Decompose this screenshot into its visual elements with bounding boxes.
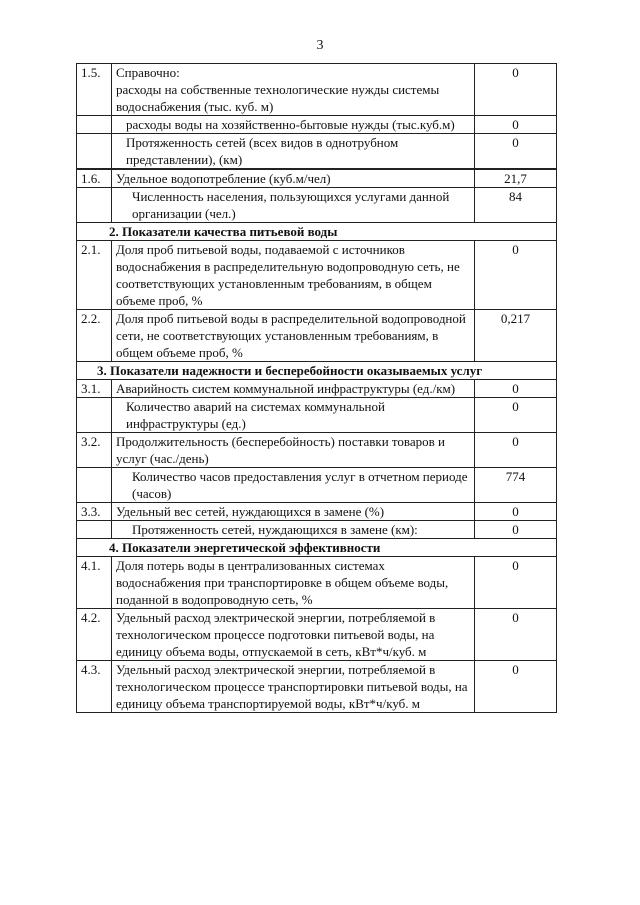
table-row — [77, 557, 557, 609]
section-heading: 3. Показатели надежности и бесперебойности оказываемых услуг — [77, 362, 557, 380]
row-description: Удельный расход электрической энергии, потребляемой в технологическом процессе подготовки питьевой воды, на единицу объема воды, отпускаемой в сеть, кВт*ч/куб. м — [112, 609, 475, 661]
table-row — [77, 380, 557, 398]
row-number: 1.5. — [77, 64, 112, 116]
row-description: Удельный расход электрической энергии, потребляемой в технологическом процессе транспортировки питьевой воды, на единицу объема транспортируемой воды, кВт*ч/куб. м — [112, 661, 475, 713]
row-value: 84 — [475, 188, 557, 223]
row-number: 3.2. — [77, 433, 112, 468]
row-value: 774 — [475, 468, 557, 503]
row-number: 3.1. — [77, 380, 112, 398]
row-number: 4.3. — [77, 661, 112, 713]
row-value: 21,7 — [475, 169, 557, 188]
row-description: Удельный вес сетей, нуждающихся в замене (%) — [112, 503, 475, 521]
table-row — [77, 468, 557, 503]
table-row — [77, 188, 557, 223]
row-description: Количество аварий на системах коммунальной инфраструктуры (ед.) — [112, 398, 475, 433]
row-description: Доля проб питьевой воды в распределительной водопроводной сети, не соответствующих установленным требованиям, в общем объеме проб, % — [112, 310, 475, 362]
row-value: 0 — [475, 661, 557, 713]
row-description: Доля проб питьевой воды, подаваемой с источников водоснабжения в распределительную водопроводную сеть, не соответствующих установленным требованиям, в общем объеме проб, % — [112, 241, 475, 310]
table-row — [77, 241, 557, 310]
row-number — [77, 468, 112, 503]
row-description: Количество часов предоставления услуг в отчетном периоде (часов) — [112, 468, 475, 503]
section-heading: 4. Показатели энергетической эффективности — [77, 539, 557, 557]
row-description: Аварийность систем коммунальной инфраструктуры (ед./км) — [112, 380, 475, 398]
row-description: Удельное водопотребление (куб.м/чел) — [112, 169, 475, 188]
table-row — [77, 609, 557, 661]
row-value: 0 — [475, 134, 557, 170]
section-heading-row — [77, 362, 557, 380]
table-row — [77, 398, 557, 433]
indicators-table — [76, 63, 557, 713]
row-value: 0,217 — [475, 310, 557, 362]
row-value: 0 — [475, 380, 557, 398]
row-number — [77, 521, 112, 539]
row-number — [77, 116, 112, 134]
table-row — [77, 64, 557, 116]
row-description: Продолжительность (бесперебойность) поставки товаров и услуг (час./день) — [112, 433, 475, 468]
section-heading-row — [77, 539, 557, 557]
row-number: 4.1. — [77, 557, 112, 609]
section-heading-row — [77, 223, 557, 241]
row-description: Доля потерь воды в централизованных системах водоснабжения при транспортировке в общем объеме воды, поданной в водопроводную сеть, % — [112, 557, 475, 609]
row-description: Справочно: расходы на собственные технологические нужды системы водоснабжения (тыс. куб. м) — [112, 64, 475, 116]
row-number — [77, 134, 112, 170]
row-value: 0 — [475, 557, 557, 609]
row-number: 1.6. — [77, 169, 112, 188]
row-value: 0 — [475, 609, 557, 661]
row-number: 3.3. — [77, 503, 112, 521]
row-description: расходы воды на хозяйственно-бытовые нужды (тыс.куб.м) — [112, 116, 475, 134]
row-number: 2.2. — [77, 310, 112, 362]
row-description: Протяженность сетей (всех видов в однотрубном представлении), (км) — [112, 134, 475, 170]
page-number: 3 — [316, 38, 324, 53]
row-value: 0 — [475, 433, 557, 468]
row-value: 0 — [475, 241, 557, 310]
row-description: Протяженность сетей, нуждающихся в замене (км): — [112, 521, 475, 539]
table-row — [77, 134, 557, 170]
row-description: Численность населения, пользующихся услугами данной организации (чел.) — [112, 188, 475, 223]
row-number — [77, 398, 112, 433]
table-row — [77, 433, 557, 468]
row-value: 0 — [475, 116, 557, 134]
table-row — [77, 521, 557, 539]
row-value: 0 — [475, 521, 557, 539]
row-number — [77, 188, 112, 223]
row-value: 0 — [475, 398, 557, 433]
table-row — [77, 661, 557, 713]
table-row — [77, 169, 557, 188]
row-value: 0 — [475, 503, 557, 521]
row-number: 4.2. — [77, 609, 112, 661]
row-value: 0 — [475, 64, 557, 116]
table-row — [77, 310, 557, 362]
section-heading: 2. Показатели качества питьевой воды — [77, 223, 557, 241]
table-row — [77, 116, 557, 134]
table-row — [77, 503, 557, 521]
row-number: 2.1. — [77, 241, 112, 310]
